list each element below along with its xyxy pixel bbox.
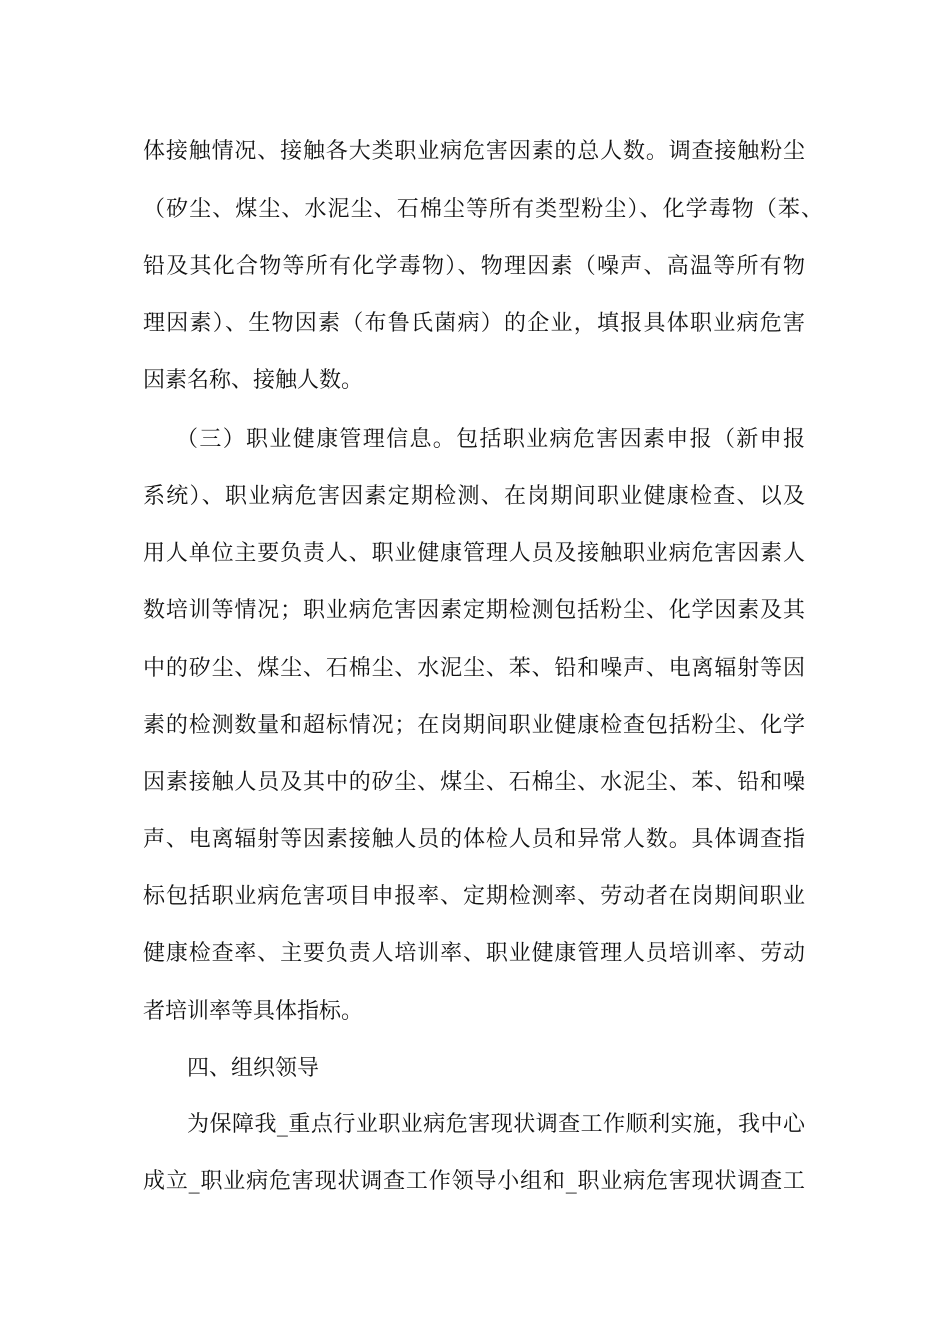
section-heading: 四、组织领导 bbox=[187, 1056, 320, 1081]
text-line: 理因素）、生物因素（布鲁氏菌病）的企业，填报具体职业病危害 bbox=[143, 311, 805, 336]
text-line: 因素接触人员及其中的矽尘、煤尘、石棉尘、水泥尘、苯、铅和噪 bbox=[143, 770, 805, 795]
text-line: 成立_职业病危害现状调查工作领导小组和_职业病危害现状调查工 bbox=[143, 1169, 805, 1194]
text-line: （矽尘、煤尘、水泥尘、石棉尘等所有类型粉尘）、化学毒物（苯、 bbox=[143, 197, 823, 222]
text-line: 者培训率等具体指标。 bbox=[143, 999, 364, 1024]
text-line: 系统）、职业病危害因素定期检测、在岗期间职业健康检查、以及 bbox=[143, 484, 805, 509]
text-line: 声、电离辐射等因素接触人员的体检人员和异常人数。具体调查指 bbox=[143, 827, 805, 852]
text-line: 健康检查率、主要负责人培训率、职业健康管理人员培训率、劳动 bbox=[143, 941, 805, 966]
section-heading-line: （三）职业健康管理信息。包括职业病危害因素申报（新申报 bbox=[176, 427, 805, 452]
text-line: 为保障我_重点行业职业病危害现状调查工作顺利实施，我中心 bbox=[187, 1112, 805, 1137]
text-line: 素的检测数量和超标情况；在岗期间职业健康检查包括粉尘、化学 bbox=[143, 713, 805, 738]
text-line: 体接触情况、接触各大类职业病危害因素的总人数。调查接触粉尘 bbox=[143, 139, 805, 164]
text-line: 标包括职业病危害项目申报率、定期检测率、劳动者在岗期间职业 bbox=[143, 884, 805, 909]
text-line: 铅及其化合物等所有化学毒物）、物理因素（噪声、高温等所有物 bbox=[143, 254, 805, 279]
text-line: 中的矽尘、煤尘、石棉尘、水泥尘、苯、铅和噪声、电离辐射等因 bbox=[143, 656, 805, 681]
text-line: 数培训等情况；职业病危害因素定期检测包括粉尘、化学因素及其 bbox=[143, 598, 805, 623]
text-line: 用人单位主要负责人、职业健康管理人员及接触职业病危害因素人 bbox=[143, 541, 805, 566]
text-line: 因素名称、接触人数。 bbox=[143, 368, 364, 393]
